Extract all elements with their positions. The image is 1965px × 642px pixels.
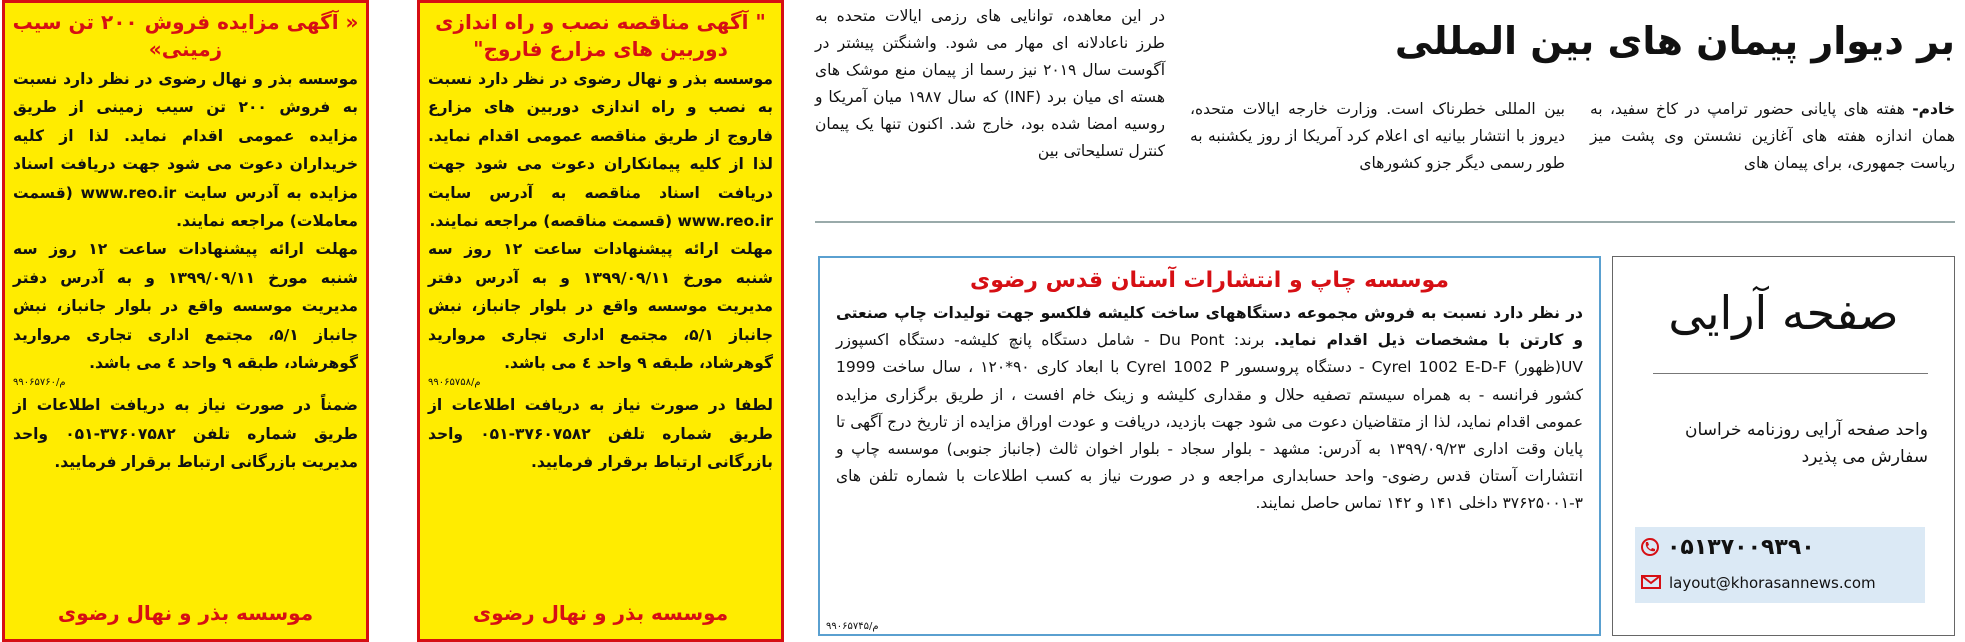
ad-body-contact <box>13 391 358 476</box>
ad-paragraph: لطفا در صورت نیاز به دریافت اطلاعات از طریق شماره تلفن ۳۷۶۰۷۵۸۲-۰۵۱ واحد بازرگانی ارتباط برقرار فرمایید. <box>428 396 773 472</box>
layout-service-box <box>1612 256 1955 636</box>
article-headline: بر دیوار پیمان های بین المللی <box>1394 19 1955 63</box>
article-column-middle: بین المللی خطرناک است. وزارت خارجه ایالات متحده، دیروز با انتشار بیانیه ای اعلام کرد آمریکا از روز یکشنبه به طور رسمی دیگر جزو کشورهای <box>1190 100 1565 172</box>
print-ad-title: موسسه چاپ و انتشارات آستان قدس رضوی <box>970 268 1449 293</box>
layout-title-underline <box>1653 373 1928 374</box>
layout-title: صفحه آرایی <box>1668 286 1899 340</box>
print-ad-text: برند: Du Pont - شامل دستگاه پانچ کلیشه- دستگاه اکسپوزر UV(ظهور) Cyrel 1002 E-D-F - دستگاه پروسسور Cyrel 1002 P با ابعاد کاری ۹۰*۱۲۰ ، سال ساخت 1999 کشور فرانسه - به همراه سیستم تصفیه حلال و مقداری کلیشه و زینک خام افست ، از طریق برگزاری مزایده عمومی اقدام نماید، لذا از متقاضیان دعوت می شود جهت بازدید، دریافت و عودت اوراق مزایده از تاریخ درج آگهی تا پایان وقت اداری ۱۳۹۹/۰۹/۲۳ به آدرس: مشهد - بلوار سجاد - بلوار اخوان ثالث (جانباز جنوبی) موسسه چاپ و انتشارات آستان قدس رضوی- واحد حسابداری مراجعه و در صورت نیاز به کسب اطلاعات با شماره تلفن های ۳-۳۷۶۲۵۰۰۱ داخلی ۱۴۱ و ۱۴۲ تماس حاصل نمایند. <box>836 331 1584 513</box>
ad-body <box>428 65 773 377</box>
ad-potato-auction <box>2 0 369 642</box>
ad-paragraph: ضمناً در صورت نیاز به دریافت اطلاعات از طریق شماره تلفن ۳۷۶۰۷۵۸۲-۰۵۱ واحد مدیریت بازرگانی ارتباط برقرار فرمایید. <box>13 396 358 472</box>
ad-body-contact <box>428 391 773 476</box>
ad-footer: موسسه بذر و نهال رضوی <box>472 601 729 625</box>
ad-paragraph: مهلت ارائه پیشنهادات ساعت ۱۲ روز سه شنبه مورخ ۱۳۹۹/۰۹/۱۱ و به آدرس دفتر مدیریت موسسه واقع در بلوار جانباز، نبش جانباز ۵/۱، مجتمع اداری تجاری مروارید گوهرشاد، طبقه ۹ واحد ٤ می باشد. <box>13 240 359 373</box>
phone-icon <box>1641 538 1659 556</box>
layout-description: واحد صفحه آرایی روزنامه خراسان سفارش می پذیرد <box>1685 420 1928 467</box>
article-column-left: در این معاهده، توانایی های رزمی ایالات متحده به طرز ناعادلانه ای مهار می شود. واشنگتن پیشتر در آگوست سال ۲۰۱۹ نیز رسما از پیمان منع موشک های هسته ای میان برد (INF) که سال ۱۹۸۷ میان آمریکا و روسیه امضا شده بود، خارج شد. اکنون تنها یک پیمان کنترل تسلیحاتی بین <box>815 7 1166 160</box>
ad-title: « آگهی مزایده فروش ۲۰۰ تن سیب زمینی» <box>12 10 359 61</box>
ad-body <box>13 65 358 377</box>
ad-code: ۹۹۰۶۵۷۵۸/م <box>428 377 481 389</box>
article-lead: خادم- <box>1912 100 1955 118</box>
section-divider <box>815 221 1955 223</box>
email-address[interactable]: layout@khorasannews.com <box>1669 574 1876 592</box>
ad-code: ۹۹۰۶۵۷۶۰/م <box>13 377 66 389</box>
print-ad-code: ۹۹۰۶۵۷۴۵/م <box>826 621 879 632</box>
ad-paragraph: موسسه بذر و نهال رضوی در نظر دارد نسبت به نصب و راه اندازی دوربین های مزارع فاروج از طریق مناقصه عمومی اقدام نماید. لذا از کلیه پیمانکاران دعوت می شود جهت دریافت اسناد مناقصه به آدرس سایت www.reo.ir (قسمت مناقصه) مراجعه نمایند. <box>428 70 773 231</box>
article-text: هفته های پایانی حضور ترامپ در کاخ سفید، به همان اندازه هفته های آغازین نشستن وی پشت میز ریاست جمهوری، برای پیمان های <box>1590 100 1955 172</box>
contact-panel <box>1635 527 1925 603</box>
email-row <box>1641 571 1876 595</box>
ad-footer: موسسه بذر و نهال رضوی <box>57 601 314 625</box>
ad-camera-tender <box>417 0 784 642</box>
print-ad-lead: در نظر دارد نسبت به فروش مجموعه دستگاههای ساخت کلیشه فلکسو جهت تولیدات چاپ صنعتی و کارتن با مشخصات ذیل اقدام نماید. <box>836 304 1583 350</box>
ad-title: " آگهی مناقصه نصب و راه اندازی دوربین های مزارع فاروج" <box>435 10 766 61</box>
print-ad-body <box>836 300 1583 518</box>
envelope-icon <box>1641 574 1661 593</box>
ad-paragraph: موسسه بذر و نهال رضوی در نظر دارد نسبت به فروش ۲۰۰ تن سیب زمینی از طریق مزایده عمومی اقدام نماید. لذا از کلیه خریداران دعوت می شود جهت دریافت اسناد مزایده به آدرس سایت www.reo.ir (قسمت معاملات) مراجعه نمایند. <box>13 70 359 231</box>
phone-row <box>1641 533 1815 561</box>
article-column-right <box>1590 96 1955 177</box>
phone-number[interactable]: ۰۵۱۳۷۰۰۹۳۹۰ <box>1667 534 1815 560</box>
print-house-ad <box>818 256 1601 636</box>
ad-paragraph: مهلت ارائه پیشنهادات ساعت ۱۲ روز سه شنبه مورخ ۱۳۹۹/۰۹/۱۱ و به آدرس دفتر مدیریت موسسه واقع در بلوار جانباز، نبش جانباز ۵/۱، مجتمع اداری تجاری مروارید گوهرشاد، طبقه ۹ واحد ٤ می باشد. <box>428 240 774 373</box>
